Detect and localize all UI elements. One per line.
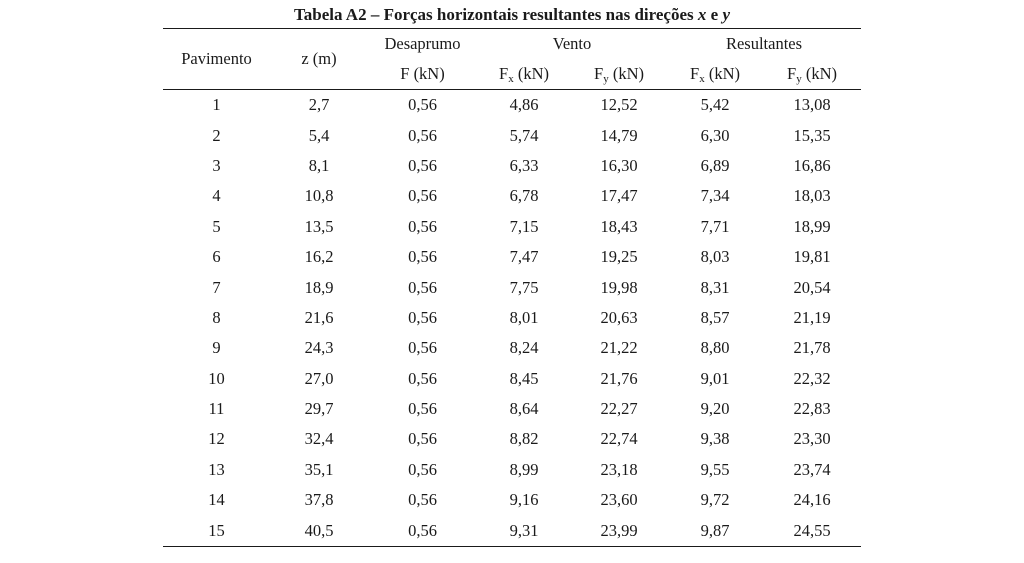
header-vento: Vento xyxy=(477,29,667,60)
table-row xyxy=(163,120,861,150)
desaprumo-f-cell: 0,56 xyxy=(408,216,437,236)
pavimento-cell: 9 xyxy=(212,338,221,358)
pavimento-cell: 11 xyxy=(208,399,225,419)
pavimento-cell: 3 xyxy=(212,155,221,175)
table-row xyxy=(163,212,861,242)
desaprumo-f-cell: 0,56 xyxy=(408,277,437,297)
vento-fy-cell: 21,76 xyxy=(600,368,638,388)
header-z: z (m) xyxy=(270,29,368,90)
vento-fx-cell: 8,99 xyxy=(509,459,539,479)
header-resultantes-fx: $F_x$ (kN) xyxy=(667,59,763,90)
table-row xyxy=(163,90,861,121)
vento-fx-cell: 9,16 xyxy=(509,490,539,510)
resultante-fx-cell: 7,34 xyxy=(700,186,730,206)
resultante-fx-cell: 9,55 xyxy=(700,459,730,479)
vento-fy-cell: 12,52 xyxy=(600,95,638,115)
z-cell: 16,2 xyxy=(304,247,334,267)
vento-fx-cell: 8,01 xyxy=(509,307,539,327)
vento-fx-cell: 8,24 xyxy=(509,338,539,358)
z-cell: 29,7 xyxy=(304,399,334,419)
table-row xyxy=(163,333,861,363)
resultante-fx-cell: 8,80 xyxy=(700,338,730,358)
z-cell: 24,3 xyxy=(304,338,334,358)
resultante-fx-cell: 9,01 xyxy=(700,368,730,388)
desaprumo-f-cell: 0,56 xyxy=(408,307,437,327)
table-row xyxy=(163,364,861,394)
desaprumo-f-cell: 0,56 xyxy=(408,338,437,358)
resultante-fy-cell: 24,55 xyxy=(763,515,861,546)
header-pavimento: Pavimento xyxy=(163,29,270,90)
desaprumo-f-cell: 0,56 xyxy=(408,368,437,388)
pavimento-cell: 14 xyxy=(208,490,225,510)
z-cell: 40,5 xyxy=(270,515,368,546)
desaprumo-f-cell: 0,56 xyxy=(408,459,437,479)
resultante-fx-cell: 6,30 xyxy=(700,125,730,145)
table-row xyxy=(163,151,861,181)
table-row xyxy=(163,181,861,211)
pavimento-cell: 6 xyxy=(212,247,221,267)
pavimento-cell: 7 xyxy=(212,277,221,297)
vento-fx-cell: 7,75 xyxy=(509,277,539,297)
pavimento-cell: 10 xyxy=(208,368,225,388)
resultante-fx-cell: 8,31 xyxy=(700,277,730,297)
vento-fy-cell: 16,30 xyxy=(600,155,638,175)
resultante-fy-cell: 22,83 xyxy=(793,399,831,419)
pavimento-cell: 8 xyxy=(212,307,221,327)
desaprumo-f-cell: 0,56 xyxy=(408,155,437,175)
vento-fx-cell: 8,82 xyxy=(509,429,539,449)
vento-fy-cell: 18,43 xyxy=(600,216,638,236)
z-cell: 5,4 xyxy=(308,125,330,145)
pavimento-cell: 12 xyxy=(208,429,225,449)
resultante-fx-cell: 9,72 xyxy=(700,490,730,510)
table-row xyxy=(163,303,861,333)
resultante-fx-cell: 8,57 xyxy=(700,307,730,327)
header-vento-fy: $F_y$ (kN) xyxy=(571,59,667,90)
desaprumo-f-cell: 0,56 xyxy=(408,399,437,419)
resultante-fx-cell: 9,38 xyxy=(700,429,730,449)
resultante-fy-cell: 13,08 xyxy=(793,95,831,115)
vento-fx-cell: 7,47 xyxy=(509,247,539,267)
vento-fx-cell: 5,74 xyxy=(509,125,539,145)
header-resultantes-fy: $F_y$ (kN) xyxy=(763,59,861,90)
z-cell: 2,7 xyxy=(308,95,330,115)
pavimento-cell: 15 xyxy=(163,515,270,546)
pavimento-cell: 4 xyxy=(212,186,221,206)
vento-fy-cell: 20,63 xyxy=(600,307,638,327)
table-header xyxy=(163,29,861,90)
vento-fy-cell: 17,47 xyxy=(600,186,638,206)
resultante-fy-cell: 21,78 xyxy=(793,338,831,358)
resultante-fx-cell: 7,71 xyxy=(700,216,730,236)
table-row xyxy=(163,242,861,272)
table-body xyxy=(163,90,861,547)
table-caption xyxy=(163,4,861,26)
resultante-fx-cell: 9,87 xyxy=(667,515,763,546)
resultante-fy-cell: 16,86 xyxy=(793,155,831,175)
vento-fy-cell: 23,99 xyxy=(571,515,667,546)
vento-fx-cell: 7,15 xyxy=(509,216,539,236)
resultante-fy-cell: 15,35 xyxy=(793,125,831,145)
vento-fy-cell: 19,98 xyxy=(600,277,638,297)
resultante-fx-cell: 6,89 xyxy=(700,155,730,175)
desaprumo-f-cell: 0,56 xyxy=(408,186,437,206)
resultante-fy-cell: 23,74 xyxy=(793,459,831,479)
pavimento-cell: 2 xyxy=(212,125,221,145)
desaprumo-f-cell: 0,56 xyxy=(408,95,437,115)
desaprumo-f-cell: 0,56 xyxy=(408,125,437,145)
vento-fy-cell: 14,79 xyxy=(600,125,638,145)
vento-fx-cell: 6,33 xyxy=(509,155,539,175)
vento-fy-cell: 22,74 xyxy=(600,429,638,449)
resultante-fy-cell: 20,54 xyxy=(793,277,831,297)
table-row xyxy=(163,515,861,546)
pavimento-cell: 5 xyxy=(212,216,221,236)
z-cell: 37,8 xyxy=(304,490,334,510)
vento-fx-cell: 8,64 xyxy=(509,399,539,419)
z-cell: 18,9 xyxy=(304,277,334,297)
header-desaprumo-f: F (kN) xyxy=(368,59,477,90)
resultante-fy-cell: 23,30 xyxy=(793,429,831,449)
caption-var-y: y xyxy=(722,5,730,24)
vento-fy-cell: 23,18 xyxy=(600,459,638,479)
resultante-fx-cell: 8,03 xyxy=(700,247,730,267)
vento-fy-cell: 23,60 xyxy=(600,490,638,510)
z-cell: 35,1 xyxy=(304,459,334,479)
z-cell: 32,4 xyxy=(304,429,334,449)
desaprumo-f-cell: 0,56 xyxy=(368,515,477,546)
pavimento-cell: 13 xyxy=(208,459,225,479)
vento-fx-cell: 4,86 xyxy=(509,95,539,115)
caption-conj: e xyxy=(706,5,723,24)
desaprumo-f-cell: 0,56 xyxy=(408,490,437,510)
desaprumo-f-cell: 0,56 xyxy=(408,429,437,449)
z-cell: 8,1 xyxy=(308,155,330,175)
z-cell: 27,0 xyxy=(304,368,334,388)
resultante-fy-cell: 18,03 xyxy=(793,186,831,206)
desaprumo-f-cell: 0,56 xyxy=(408,247,437,267)
header-resultantes: Resultantes xyxy=(667,29,861,60)
vento-fx-cell: 8,45 xyxy=(509,368,539,388)
resultante-fy-cell: 18,99 xyxy=(793,216,831,236)
z-cell: 13,5 xyxy=(304,216,334,236)
table-row xyxy=(163,272,861,302)
table-row xyxy=(163,424,861,454)
table-row xyxy=(163,394,861,424)
caption-var-x: x xyxy=(697,5,707,24)
caption-text: Tabela A2 – Forças horizontais resultantes nas direções xyxy=(293,5,698,24)
resultante-fx-cell: 9,20 xyxy=(700,399,730,419)
resultante-fy-cell: 21,19 xyxy=(793,307,831,327)
forces-table xyxy=(163,28,861,547)
vento-fx-cell: 6,78 xyxy=(509,186,539,206)
vento-fy-cell: 19,25 xyxy=(600,247,638,267)
z-cell: 21,6 xyxy=(304,307,334,327)
resultante-fy-cell: 24,16 xyxy=(793,490,831,510)
z-cell: 10,8 xyxy=(304,186,334,206)
header-vento-fx: $F_x$ (kN) xyxy=(477,59,571,90)
table-row xyxy=(163,485,861,515)
table-row xyxy=(163,455,861,485)
pavimento-cell: 1 xyxy=(212,95,221,115)
resultante-fx-cell: 5,42 xyxy=(700,95,730,115)
vento-fx-cell: 9,31 xyxy=(477,515,571,546)
vento-fy-cell: 22,27 xyxy=(600,399,638,419)
vento-fy-cell: 21,22 xyxy=(600,338,638,358)
header-desaprumo: Desaprumo xyxy=(368,29,477,60)
resultante-fy-cell: 22,32 xyxy=(793,368,831,388)
resultante-fy-cell: 19,81 xyxy=(793,247,831,267)
